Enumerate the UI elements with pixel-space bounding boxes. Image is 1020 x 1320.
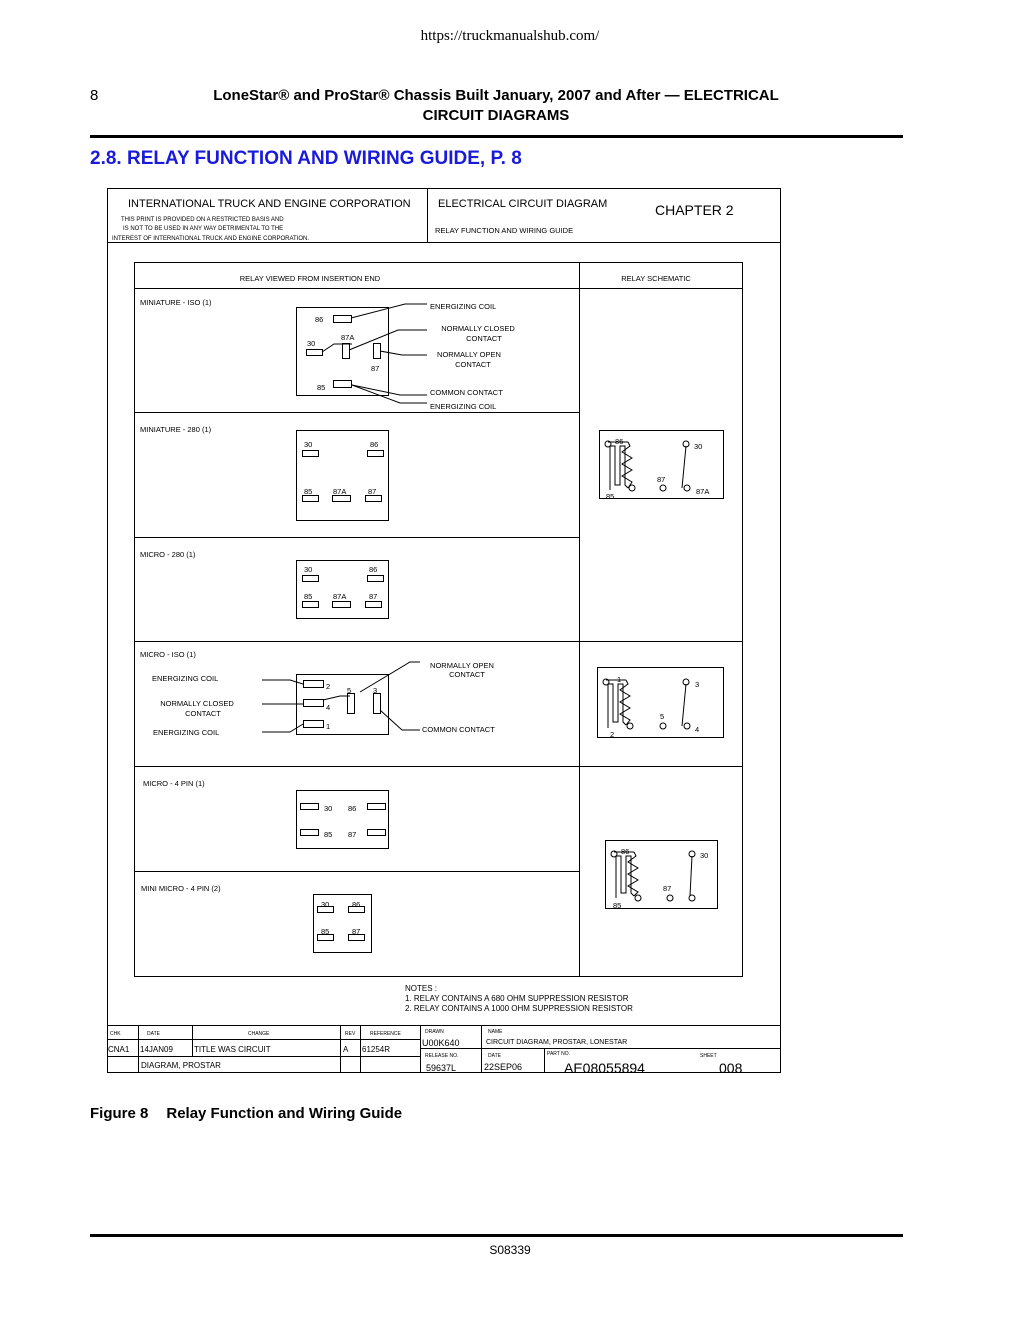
pin-85-blade [334,381,352,388]
svg-text:85: 85 [324,830,333,839]
notes [405,984,633,1013]
svg-text:CONTACT: CONTACT [455,360,491,369]
svg-text:COMMON CONTACT: COMMON CONTACT [422,725,495,734]
svg-text:U00K640: U00K640 [422,1038,460,1048]
svg-text:87A: 87A [696,487,710,496]
svg-text:4: 4 [695,725,700,734]
svg-text:30: 30 [324,804,333,813]
svg-text:87: 87 [657,475,666,484]
svg-text:22SEP06: 22SEP06 [484,1062,523,1072]
footer-code: S08339 [489,1243,531,1257]
svg-text:85: 85 [317,383,326,392]
svg-text:DATE: DATE [488,1053,501,1059]
restriction-line-3: INTEREST OF INTERNATIONAL TRUCK AND ENGINE CORPORATION. [112,236,310,242]
micro-4pin-labels [324,804,356,839]
svg-text:86: 86 [615,437,624,446]
svg-text:87A: 87A [333,487,347,496]
header-line-2: CIRCUIT DIAGRAMS [422,107,570,124]
svg-text:CHK: CHK [110,1031,121,1037]
svg-text:3: 3 [373,686,378,695]
svg-text:1. RELAY CONTAINS A 680 OHM SU: 1. RELAY CONTAINS A 680 OHM SUPPRESSION RESISTOR [405,994,629,1003]
header-line-1: LoneStar® and ProStar® Chassis Built January, 2007 and After — ELECTRICAL [213,87,779,104]
svg-text:NORMALLY OPEN: NORMALLY OPEN [437,350,501,359]
svg-text:DATE: DATE [147,1031,160,1037]
svg-text:NORMALLY OPEN: NORMALLY OPEN [430,661,494,670]
row-label-micro-4pin: MICRO - 4 PIN (1) [143,779,205,788]
svg-text:14JAN09: 14JAN09 [140,1045,173,1054]
pin-87a-blade [343,344,350,359]
svg-text:2: 2 [326,682,331,691]
svg-text:SHEET: SHEET [700,1053,717,1059]
svg-text:30: 30 [307,339,316,348]
mini-micro-4pin-labels [321,900,360,936]
row-label-micro-iso: MICRO - ISO (1) [140,650,196,659]
svg-text:30: 30 [694,442,703,451]
svg-text:TITLE WAS CIRCUIT: TITLE WAS CIRCUIT [194,1045,271,1054]
svg-text:2: 2 [610,730,615,739]
svg-text:ENERGIZING COIL: ENERGIZING COIL [152,674,219,683]
svg-text:NAME: NAME [488,1029,503,1035]
mini-iso-callouts [430,302,515,411]
doc-subtitle: RELAY FUNCTION AND WIRING GUIDE [435,226,574,235]
svg-text:REV: REV [345,1031,356,1037]
svg-text:3: 3 [695,680,700,689]
svg-text:ENERGIZING COIL: ENERGIZING COIL [430,302,497,311]
page-number: 8 [90,87,99,104]
micro-4pin-relay-body [297,791,389,849]
mini-280-pin-labels [304,440,378,496]
svg-text:85: 85 [304,487,313,496]
svg-text:30: 30 [321,900,330,909]
svg-text:RELEASE NO.: RELEASE NO. [425,1053,459,1059]
svg-text:87: 87 [371,364,380,373]
section-title: 2.8. RELAY FUNCTION AND WIRING GUIDE, P. 8 [90,148,522,169]
restriction-line-2: IS NOT TO BE USED IN ANY WAY DETRIMENTAL TO THE [123,226,284,232]
pin-86-blade [334,316,352,323]
svg-text:30: 30 [700,851,709,860]
svg-text:61254R: 61254R [362,1045,391,1054]
svg-text:CONTACT: CONTACT [185,709,221,718]
svg-text:87: 87 [368,487,377,496]
svg-text:87A: 87A [333,592,347,601]
pin-87-blade [374,344,381,359]
svg-text:1: 1 [617,675,622,684]
row-label-mini-iso: MINIATURE - ISO (1) [140,298,212,307]
doc-type: ELECTRICAL CIRCUIT DIAGRAM [438,198,608,210]
svg-text:COMMON CONTACT: COMMON CONTACT [430,388,503,397]
svg-text:CHANGE: CHANGE [248,1031,270,1037]
svg-text:86: 86 [352,900,361,909]
figure-label: Figure 8 [90,1105,149,1122]
figure-caption-text: Relay Function and Wiring Guide [166,1105,403,1122]
col-header-schematic: RELAY SCHEMATIC [621,274,691,283]
svg-text:87: 87 [352,927,361,936]
svg-text:NOTES :: NOTES : [405,984,438,993]
figure-caption [90,1105,402,1122]
footer-rule [90,1234,903,1237]
svg-text:A: A [343,1045,349,1054]
restriction-line-1: THIS PRINT IS PROVIDED ON A RESTRICTED BASIS AND [121,217,284,223]
svg-text:NORMALLY CLOSED: NORMALLY CLOSED [160,699,234,708]
svg-text:DIAGRAM, PROSTAR: DIAGRAM, PROSTAR [141,1061,221,1070]
svg-text:ENERGIZING COIL: ENERGIZING COIL [430,402,497,411]
company-name: INTERNATIONAL TRUCK AND ENGINE CORPORATION [128,198,411,210]
micro-280-pin-labels [304,565,377,601]
svg-text:86: 86 [369,565,378,574]
svg-text:5: 5 [660,712,665,721]
svg-text:5: 5 [347,686,352,695]
svg-text:85: 85 [606,492,615,501]
row-label-mini-micro-4pin: MINI MICRO - 4 PIN (2) [141,884,221,893]
svg-text:87: 87 [663,884,672,893]
pin-30-blade [307,350,323,356]
svg-text:4: 4 [326,703,331,712]
svg-text:CONTACT: CONTACT [449,670,485,679]
svg-text:CIRCUIT DIAGRAM, PROSTAR, LONE: CIRCUIT DIAGRAM, PROSTAR, LONESTAR [486,1039,628,1046]
schematic-1-labels [606,437,709,501]
svg-text:30: 30 [304,440,313,449]
svg-text:NORMALLY CLOSED: NORMALLY CLOSED [441,324,515,333]
svg-text:87: 87 [369,592,378,601]
svg-text:86: 86 [315,315,324,324]
svg-text:87: 87 [348,830,357,839]
svg-text:008: 008 [719,1060,743,1076]
svg-text:1: 1 [326,722,331,731]
svg-text:59637L: 59637L [426,1063,457,1073]
svg-text:85: 85 [304,592,313,601]
svg-text:2. RELAY CONTAINS A 1000 OHM S: 2. RELAY CONTAINS A 1000 OHM SUPPRESSION RESISTOR [405,1004,633,1013]
svg-text:PART NO.: PART NO. [547,1051,571,1057]
svg-text:87A: 87A [341,333,355,342]
col-header-viewed: RELAY VIEWED FROM INSERTION END [239,274,381,283]
chapter-label: CHAPTER 2 [655,202,734,218]
svg-text:86: 86 [621,847,630,856]
svg-text:AE08055894: AE08055894 [564,1060,645,1076]
svg-text:ENERGIZING COIL: ENERGIZING COIL [153,728,220,737]
svg-text:CNA1: CNA1 [108,1045,130,1054]
svg-text:30: 30 [304,565,313,574]
svg-text:85: 85 [321,927,330,936]
row-label-mini-280: MINIATURE - 280 (1) [140,425,212,434]
source-url: https://truckmanualshub.com/ [420,28,600,44]
svg-text:85: 85 [613,901,622,910]
svg-text:86: 86 [348,804,357,813]
svg-text:REFERENCE: REFERENCE [370,1031,401,1037]
row-label-micro-280: MICRO - 280 (1) [140,550,196,559]
svg-text:86: 86 [370,440,379,449]
svg-text:CONTACT: CONTACT [466,334,502,343]
svg-text:DRAWN: DRAWN [425,1029,444,1035]
